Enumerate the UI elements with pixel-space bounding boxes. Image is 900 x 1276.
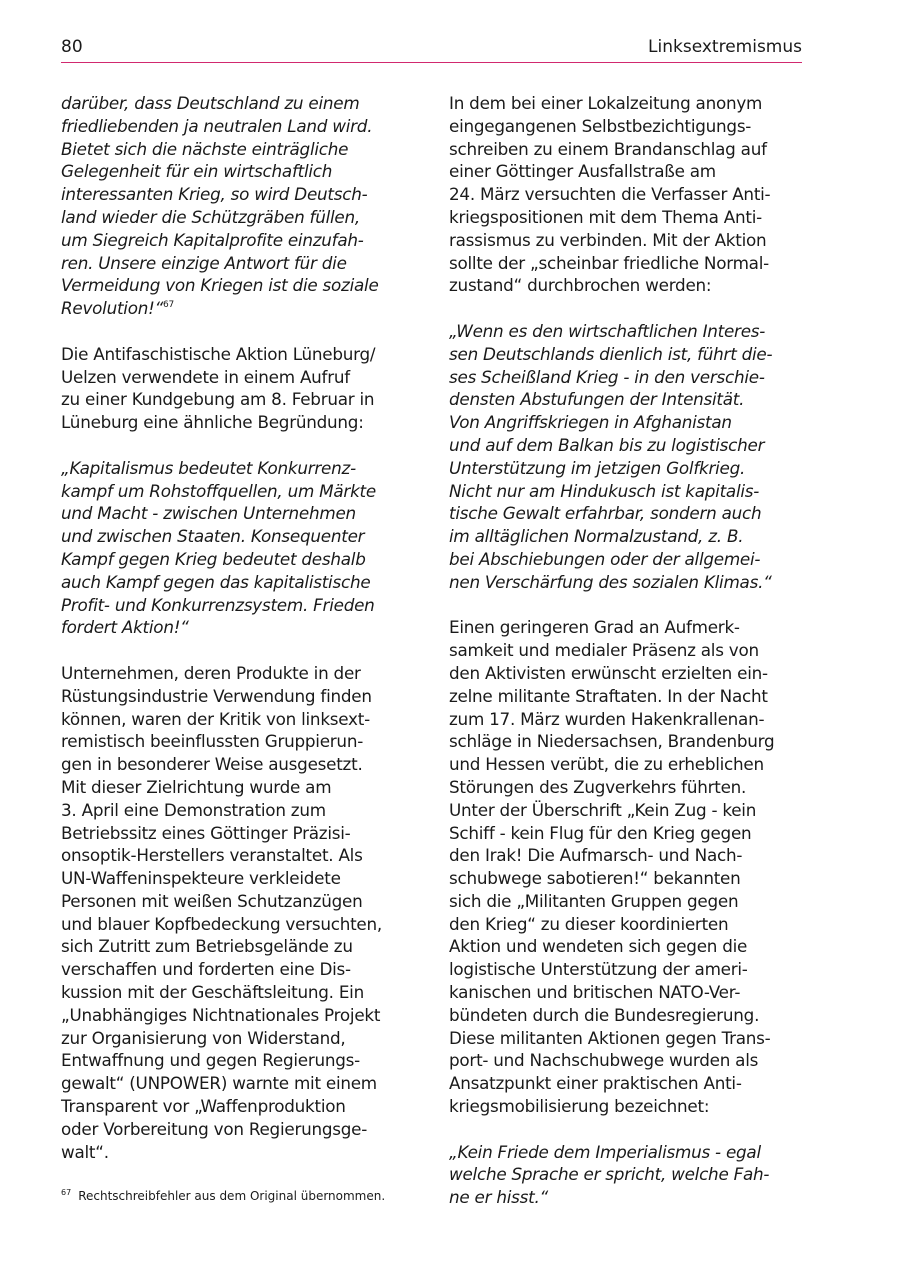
text-line: kriegspositionen mit dem Thema Anti- xyxy=(449,206,762,227)
text-line: „Unabhängiges Nichtnationales Projekt xyxy=(61,1004,381,1025)
text-line: schläge in Niedersachsen, Brandenburg xyxy=(449,731,775,752)
text-line: den Aktivisten erwünscht erzielten ein- xyxy=(449,662,768,683)
body-paragraph xyxy=(61,662,423,1164)
text-line: gen in besonderer Weise ausgesetzt. xyxy=(61,754,363,775)
text-line: sollte der „scheinbar friedliche Normal- xyxy=(449,252,769,273)
text-line: Gelegenheit für ein wirtschaftlich xyxy=(61,161,333,182)
text-line: um Siegreich Kapitalprofite einzufah- xyxy=(61,229,364,250)
text-line: Kampf gegen Krieg bedeutet deshalb xyxy=(61,548,366,569)
text-line: Betriebssitz eines Göttinger Präzisi- xyxy=(61,822,351,843)
text-line: zelne militante Straftaten. In der Nacht xyxy=(449,685,768,706)
page-header xyxy=(61,36,802,63)
text-line: oder Vorbereitung von Regierungsge- xyxy=(61,1118,368,1139)
text-line: auch Kampf gegen das kapitalistische xyxy=(61,571,371,592)
quote-paragraph xyxy=(449,320,811,594)
paragraph-gap xyxy=(449,297,811,320)
text-line: können, waren der Kritik von linksext- xyxy=(61,708,370,729)
text-line: Einen geringeren Grad an Aufmerk- xyxy=(449,617,740,638)
text-line: Aktion und wendeten sich gegen die xyxy=(449,936,748,957)
text-line: port- und Nachschubwege wurden als xyxy=(449,1050,759,1071)
quote-paragraph xyxy=(61,92,423,320)
text-line: Transparent vor „Waffenproduktion xyxy=(61,1096,346,1117)
text-line: kanischen und britischen NATO-Ver- xyxy=(449,982,741,1003)
quote-paragraph xyxy=(61,457,423,639)
text-line: zum 17. März wurden Hakenkrallenan- xyxy=(449,708,765,729)
text-line: Unterstützung im jetzigen Golfkrieg. xyxy=(449,457,746,478)
text-line: In dem bei einer Lokalzeitung anonym xyxy=(449,93,763,113)
text-line: gewalt“ (UNPOWER) warnte mit einem xyxy=(61,1073,377,1094)
text-line: und zwischen Staaten. Konsequenter xyxy=(61,526,365,547)
text-line: schreiben zu einem Brandanschlag auf xyxy=(449,138,767,159)
text-line: kriegsmobilisierung bezeichnet: xyxy=(449,1096,710,1117)
text-line: friedliebenden ja neutralen Land wird. xyxy=(61,115,373,136)
text-line: „Kein Friede dem Imperialismus - egal xyxy=(449,1141,761,1162)
quote-paragraph xyxy=(449,1141,811,1209)
paragraph-gap xyxy=(61,639,423,662)
text-line: Unter der Überschrift „Kein Zug - kein xyxy=(449,799,757,820)
text-line: samkeit und medialer Präsenz als von xyxy=(449,640,759,661)
text-line: und Hessen verübt, die zu erheblichen xyxy=(449,754,764,775)
paragraph-gap xyxy=(61,320,423,343)
text-line: sich Zutritt zum Betriebsgelände zu xyxy=(61,936,353,957)
text-line: bei Abschiebungen oder der allgemei- xyxy=(449,548,761,569)
text-line: sen Deutschlands dienlich ist, führt die- xyxy=(449,343,773,364)
text-line: zu einer Kundgebung am 8. Februar in xyxy=(61,389,375,410)
text-line: kussion mit der Geschäftsleitung. Ein xyxy=(61,982,364,1003)
body-paragraph xyxy=(61,343,423,434)
body-paragraph xyxy=(449,92,811,297)
text-line: Entwaffnung und gegen Regierungs- xyxy=(61,1050,360,1071)
footnote-text: Rechtschreibfehler aus dem Original übernommen. xyxy=(78,1189,386,1203)
text-line: rassismus zu verbinden. Mit der Aktion xyxy=(449,229,767,250)
text-line: land wieder die Schützgräben füllen, xyxy=(61,206,360,227)
text-line: Rüstungsindustrie Verwendung finden xyxy=(61,685,372,706)
text-line: Nicht nur am Hindukusch ist kapitalis- xyxy=(449,480,760,501)
paragraph-gap xyxy=(61,434,423,457)
text-line: kampf um Rohstoffquellen, um Märkte xyxy=(61,480,376,501)
text-line: nen Verschärfung des sozialen Klimas.“ xyxy=(449,571,772,592)
footnote-number: 67 xyxy=(61,1188,72,1197)
paragraph-gap xyxy=(449,1118,811,1141)
text-line: onsoptik-Herstellers veranstaltet. Als xyxy=(61,845,363,866)
text-line: densten Abstufungen der Intensität. xyxy=(449,389,745,410)
body-paragraph xyxy=(449,616,811,1118)
running-head: Linksextremismus xyxy=(648,37,802,57)
text-line: und blauer Kopfbedeckung versuchten, xyxy=(61,913,382,934)
footnote xyxy=(61,1188,423,1206)
text-line: einer Göttinger Ausfallstraße am xyxy=(449,161,716,182)
text-line: sich die „Militanten Gruppen gegen xyxy=(449,890,739,911)
text-line: Unternehmen, deren Produkte in der xyxy=(61,662,361,683)
text-line: fordert Aktion!“ xyxy=(61,617,189,638)
text-line: Von Angriffskriegen in Afghanistan xyxy=(449,412,732,433)
text-line: Störungen des Zugverkehrs führten. xyxy=(449,776,747,797)
text-line: Vermeidung von Kriegen ist die soziale xyxy=(61,275,379,296)
left-column xyxy=(61,92,423,1163)
text-line: zustand“ durchbrochen werden: xyxy=(449,275,712,296)
text-line: remistisch beeinflussten Gruppierun- xyxy=(61,731,364,752)
text-line: Ansatzpunkt einer praktischen Anti- xyxy=(449,1073,742,1094)
text-line: im alltäglichen Normalzustand, z. B. xyxy=(449,526,744,547)
right-column xyxy=(449,92,811,1209)
page-number: 80 xyxy=(61,37,83,57)
text-line: „Kapitalismus bedeutet Konkurrenz- xyxy=(61,457,356,478)
text-line: Revolution!“$^{67}$ xyxy=(61,298,174,319)
text-line: interessanten Krieg, so wird Deutsch- xyxy=(61,184,368,205)
text-line: „Wenn es den wirtschaftlichen Interes- xyxy=(449,320,766,341)
text-line: Profit- und Konkurrenzsystem. Frieden xyxy=(61,594,375,615)
text-line: verschaffen und forderten eine Dis- xyxy=(61,959,351,980)
text-line: Lüneburg eine ähnliche Begründung: xyxy=(61,412,364,433)
text-line: Diese militanten Aktionen gegen Trans- xyxy=(449,1027,771,1048)
paragraph-gap xyxy=(449,594,811,617)
text-line: den Krieg“ zu dieser koordinierten xyxy=(449,913,729,934)
text-line: und Macht - zwischen Unternehmen xyxy=(61,503,356,524)
text-line: welche Sprache er spricht, welche Fah- xyxy=(449,1164,770,1185)
text-line: Mit dieser Zielrichtung wurde am xyxy=(61,776,332,797)
text-line: eingegangenen Selbstbezichtigungs- xyxy=(449,115,752,136)
text-line: 3. April eine Demonstration zum xyxy=(61,799,326,820)
text-line: UN-Waffeninspekteure verkleidete xyxy=(61,868,341,889)
text-line: bündeten durch die Bundesregierung. xyxy=(449,1004,760,1025)
text-line: Die Antifaschistische Aktion Lüneburg/ xyxy=(61,343,376,364)
text-line: darüber, dass Deutschland zu einem xyxy=(61,93,360,113)
text-line: ne er hisst.“ xyxy=(449,1187,548,1208)
text-line: Uelzen verwendete in einem Aufruf xyxy=(61,366,350,387)
text-line: und auf dem Balkan bis zu logistischer xyxy=(449,434,765,455)
footnote-reference[interactable]: 67 xyxy=(163,300,174,311)
text-line: zur Organisierung von Widerstand, xyxy=(61,1027,346,1048)
text-line: 24. März versuchten die Verfasser Anti- xyxy=(449,184,771,205)
text-line: Schiff - kein Flug für den Krieg gegen xyxy=(449,822,752,843)
text-line: logistische Unterstützung der ameri- xyxy=(449,959,748,980)
text-line: Personen mit weißen Schutzanzügen xyxy=(61,890,363,911)
text-line: ses Scheißland Krieg - in den verschie- xyxy=(449,366,765,387)
text-line: tische Gewalt erfahrbar, sondern auch xyxy=(449,503,762,524)
text-line: walt“. xyxy=(61,1141,109,1162)
text-line: ren. Unsere einzige Antwort für die xyxy=(61,252,347,273)
text-line: Bietet sich die nächste einträgliche xyxy=(61,138,349,159)
text-line: den Irak! Die Aufmarsch- und Nach- xyxy=(449,845,743,866)
text-line: schubwege sabotieren!“ bekannten xyxy=(449,868,741,889)
